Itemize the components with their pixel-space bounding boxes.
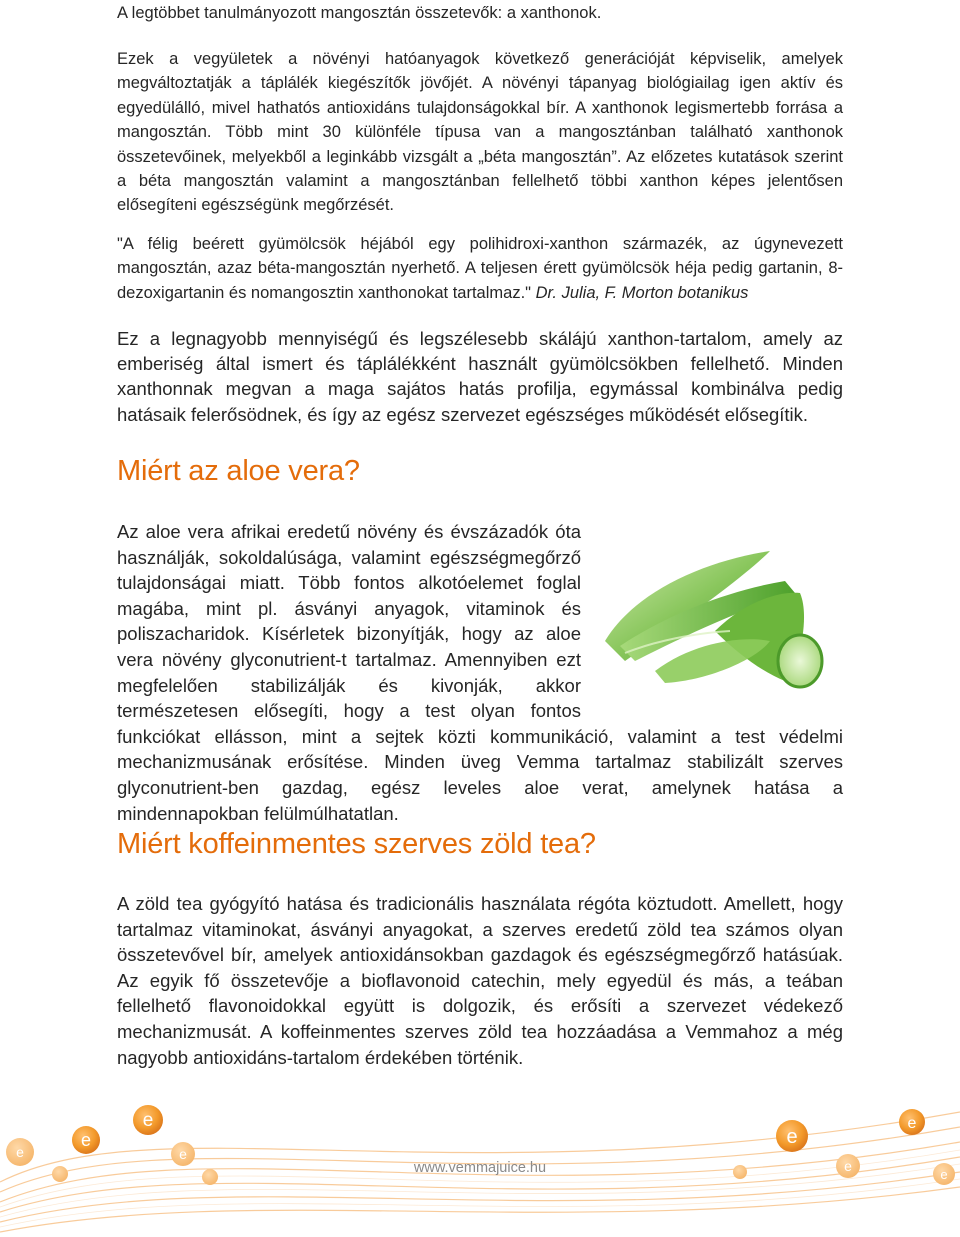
logo-e-2: e	[142, 1110, 154, 1131]
intro-line: A legtöbbet tanulmányozott mangosztán összetevők: a xanthonok.	[117, 4, 602, 22]
aloe-heading: Miért az aloe vera?	[117, 455, 360, 487]
logo-e-8: e	[16, 1144, 24, 1160]
quote-paragraph	[117, 232, 843, 305]
green-tea-paragraph: A zöld tea gyógyító hatása és tradicionális használata régóta köztudott. Amellett, hogy tartalmaz vitaminokat, ásványi anyagokat, a szerves eredetű zöld tea számos olyan összetevővel bír, amelyek antioxidánsokban gazdagok és egészségmegőrző hatásúak. Az egyik fő összetevője a bioflavonoid catechin, mely egyedül és más, a teában fellelhető flavonoidokkal együtt is dolgozik, és erősíti a szervezet védekező mechanizmusát. A koffeinmentes szerves zöld tea hozzáadása a Vemmahoz a még nagyobb antioxidáns-tartalom érdekében történik.	[117, 893, 843, 1068]
logo-e-6: e	[907, 1115, 917, 1132]
aloe-section	[117, 519, 843, 826]
logo-e-4: e	[786, 1126, 798, 1148]
aloe-paragraph: Az aloe vera afrikai eredetű növény és évszázadók óta használják, sokoldalúsága, valamint egészségmegőrző tulajdonságai miatt. Több fontos alkotóelemet foglal magába, mint pl. ásványi anyagok, vitaminok és poliszacharidok. Kísérletek bizonyítják, hogy az aloe vera növény glyconutrient-t tartalmaz. Amennyiben ezt megfelelően stabilizálják és kivonják, akkor természetesen elősegíti, hogy a test olyan fontos funkciókat ellásson, mint a sejtek közti kommunikáció, valamint a test védelmi mechanizmusának erősítése. Minden üveg Vemma tartalmaz stabilizált szerves glyconutrient-ben gazdag, egész leveles aloe verat, amelynek hatása a mindennapokban felülmúlhatatlan.	[117, 521, 843, 824]
footer-url[interactable]: www.vemmajuice.hu	[413, 1160, 547, 1176]
logo-e-1: e	[80, 1130, 92, 1150]
aloe-vera-image	[595, 521, 843, 701]
xanthon-paragraph: Ezek a vegyületek a növényi hatóanyagok következő generációját képviselik, amelyek megváltoztatják a táplálék kiegészítők jövőjét. A növényi tápanyag biológiailag igen aktív és egyedülálló, mivel hathatós antioxidáns tulajdonságokkal bír. A xanthonok legismertebb forrása a mangosztán. Több mint 30 különféle típusa van a mangosztánban található xanthonok összetevőinek, melyekből a leginkább vizsgált a „béta mangosztán”. Az előzetes kutatások szerint a béta mangosztán valamint a mangosztánban fellelhető többi xanthon képes jelentősen elősegíteni egészségünk megőrzését.	[117, 50, 843, 215]
logo-e-5: e	[844, 1158, 852, 1174]
logo-e-7: e	[940, 1167, 948, 1182]
green-tea-heading: Miért koffeinmentes szerves zöld tea?	[117, 828, 596, 860]
xanthon-summary: Ez a legnagyobb mennyiségű és legszélesebb skálájú xanthon-tartalom, amely az emberiség által ismert és táplálékként használt gyümölcsökben fellelhető. Minden xanthonnak megvan a maga sajátos hatás profilja, egymással kombinálva pedig hatásaik felerősödnek, és így az egész szervezet egészséges működését elősegítik.	[117, 328, 843, 425]
logo-e-3: e	[179, 1146, 187, 1162]
quote-text: "A félig beérett gyümölcsök héjából egy polihidroxi-xanthon származék, az úgynevezett mangosztán, azaz béta-mangosztán nyerhető. A teljesen érett gyümölcsök héja pedig gartanin, 8-dezoxigartanin és nomangosztin xanthonokat tartalmaz."	[117, 235, 843, 302]
quote-author: Dr. Julia, F. Morton botanikus	[535, 283, 749, 302]
